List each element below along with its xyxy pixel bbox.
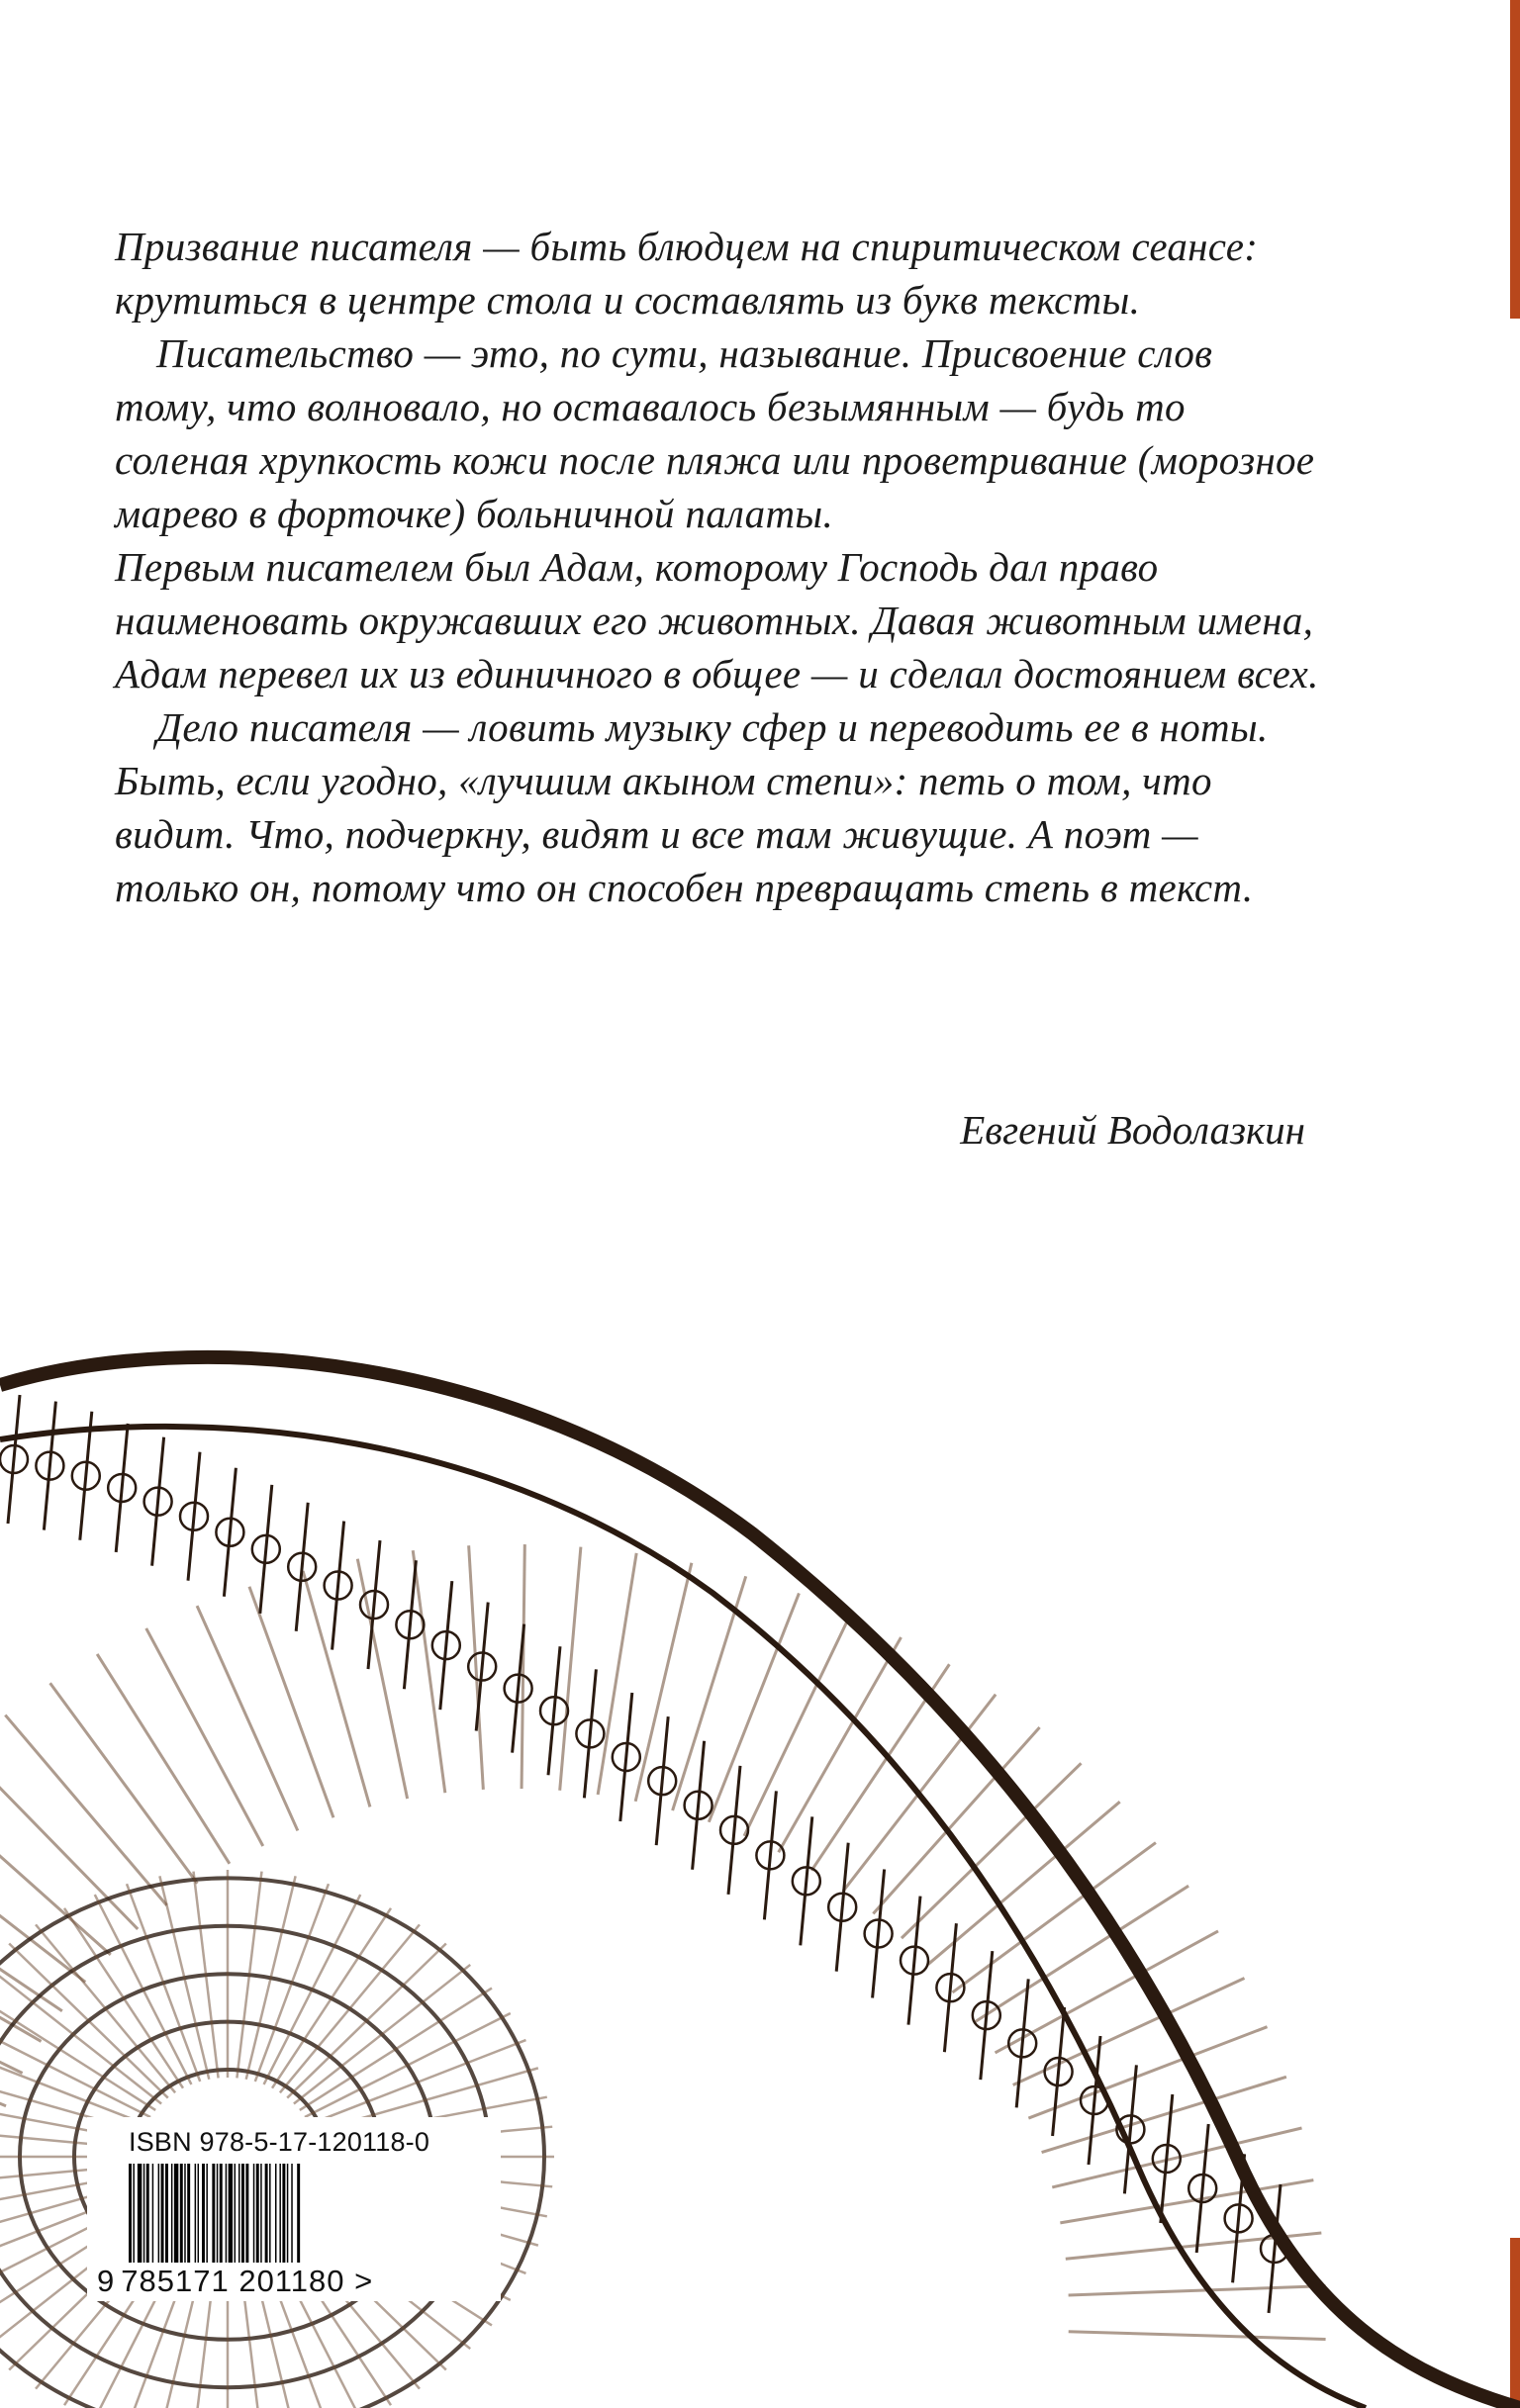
spiral-step: [294, 1965, 470, 2104]
baluster: [908, 1897, 920, 2025]
stair-step-line: [779, 1637, 902, 1852]
barcode-bar: [253, 2164, 254, 2263]
barcode-bar: [241, 2164, 244, 2263]
barcode-bar: [198, 2164, 199, 2263]
stair-step-line: [97, 1654, 230, 1864]
stair-step-line: [522, 1544, 524, 1789]
barcode-end-mark: >: [354, 2264, 374, 2298]
baluster: [152, 1437, 164, 1566]
barcode-bar: [275, 2164, 276, 2263]
barcode-bar: [235, 2164, 236, 2263]
baluster: [693, 1741, 705, 1870]
stair-step-line: [0, 1827, 85, 1982]
spiral-step: [159, 1876, 209, 2079]
stair-step-line: [1069, 2332, 1326, 2340]
stair-step-line: [1013, 1978, 1245, 2084]
stair-step-line: [249, 1587, 333, 1817]
baluster: [944, 1923, 956, 2052]
stair-step-line: [560, 1547, 581, 1791]
quote-paragraph-2: Писательство — это, по сути, называние. Присвоение слов тому, что волновало, но оставалось безымянным — будь то соленая хрупкость кожи после пляжа или проветривание (морозное марево в форточке) больничной палаты.: [115, 330, 1315, 536]
baluster: [260, 1485, 272, 1614]
stair-step-line: [598, 1553, 636, 1795]
baluster: [1196, 2124, 1208, 2253]
baluster: [656, 1716, 668, 1845]
barcode-bar: [220, 2164, 223, 2263]
author-signature: Евгений Водолазкин: [960, 1107, 1305, 1153]
quote-paragraph-3: Первым писателем был Адам, которому Господь дал право наименовать окружавших его животных. Давая животным имена, Адам перевел их из единичного в общее — и сделал достоянием всех.: [115, 544, 1319, 696]
quote-paragraph-4: Дело писателя — ловить музыку сфер и переводить ее в ноты. Быть, если угодно, «лучшим акыном степи»: петь о том, что видит. Что, подчеркну, видят и все там живущие. А поэт — только он, потому что он способен превращать степь в текст.: [115, 704, 1269, 910]
spiral-step: [9, 1943, 168, 2097]
spiral-step: [305, 2013, 511, 2117]
barcode-bar: [143, 2164, 144, 2263]
spiral-step: [264, 1895, 361, 2084]
baluster: [368, 1540, 380, 1669]
barcode-bar: [212, 2164, 215, 2263]
stair-step-line: [146, 1628, 263, 1846]
baluster: [1124, 2065, 1136, 2193]
barcode-bars: [129, 2164, 455, 2263]
barcode-bar: [133, 2164, 134, 2263]
spiral-step: [280, 1924, 420, 2092]
stair-step-line: [1060, 2180, 1313, 2223]
baluster: [873, 1869, 885, 1997]
baluster: [44, 1402, 55, 1530]
barcode-bar: [129, 2164, 132, 2263]
baluster: [836, 1843, 848, 1972]
barcode-right-digits: 201180: [238, 2264, 345, 2298]
barcode-lead-digit: 9: [97, 2264, 116, 2298]
baluster: [476, 1603, 488, 1731]
spiral-step: [64, 1908, 183, 2088]
barcode-bar: [238, 2164, 239, 2263]
spiral-step: [287, 1943, 446, 2097]
barcode-bar: [161, 2164, 164, 2263]
baluster: [8, 1395, 20, 1524]
spiral-step: [246, 1876, 296, 2079]
barcode-bar: [229, 2164, 233, 2263]
barcode-bar: [138, 2164, 142, 2263]
barcode-bar: [287, 2164, 288, 2263]
isbn-label: ISBN 978-5-17-120118-0: [129, 2127, 430, 2157]
barcode-digits: [97, 2264, 493, 2299]
baluster: [620, 1693, 632, 1821]
spiral-step: [272, 1908, 391, 2088]
quote-text-block: [115, 220, 1322, 914]
baluster: [728, 1766, 740, 1895]
barcode-bar: [174, 2164, 178, 2263]
barcode-bar: [202, 2164, 205, 2263]
baluster: [404, 1560, 416, 1689]
baluster: [584, 1669, 596, 1798]
baluster: [188, 1452, 200, 1581]
barcode-bar: [146, 2164, 149, 2263]
barcode-bar: [184, 2164, 185, 2263]
barcode-bar: [260, 2164, 261, 2263]
barcode-bar: [282, 2164, 285, 2263]
stair-step-line: [413, 1550, 445, 1793]
spiral-step: [95, 1895, 192, 2084]
spiral-step: [255, 1884, 329, 2082]
barcode-bar: [206, 2164, 207, 2263]
barcode-bar: [180, 2164, 183, 2263]
isbn-barcode-box: [87, 2117, 501, 2301]
barcode-bar: [187, 2164, 190, 2263]
stair-step-line: [1028, 2027, 1267, 2118]
spiral-step: [0, 2013, 150, 2117]
baluster: [1016, 1979, 1028, 2107]
barcode-bar: [291, 2164, 292, 2263]
baluster: [764, 1791, 776, 1919]
barcode-bar: [195, 2164, 196, 2263]
barcode-bar: [245, 2164, 248, 2263]
barcode-bar: [152, 2164, 153, 2263]
stair-step-line: [744, 1614, 851, 1836]
stair-step-line: [197, 1606, 298, 1830]
baluster: [1269, 2184, 1281, 2313]
barcode-bar: [158, 2164, 159, 2263]
barcode-bar: [217, 2164, 218, 2263]
barcode-bar: [256, 2164, 259, 2263]
barcode-bar: [226, 2164, 227, 2263]
barcode-bar: [171, 2164, 172, 2263]
barcode-left-digits: 785171: [121, 2264, 230, 2298]
barcode-bar: [165, 2164, 168, 2263]
baluster: [548, 1646, 560, 1775]
baluster: [1089, 2036, 1100, 2165]
baluster: [296, 1503, 308, 1631]
stair-step-line: [1069, 2286, 1326, 2295]
barcode-bar: [269, 2164, 270, 2263]
baluster: [116, 1424, 128, 1552]
baluster: [440, 1581, 452, 1710]
quote-paragraph-1: Призвание писателя — быть блюдцем на спиритическом сеансе: крутиться в центре стола и составлять из букв тексты.: [115, 224, 1259, 323]
edge-accent-bar-top: [1510, 0, 1520, 319]
baluster: [1053, 2007, 1065, 2136]
barcode-bar: [297, 2164, 300, 2263]
barcode-bar: [265, 2164, 268, 2263]
spiral-step: [127, 1884, 200, 2082]
barcode-bar: [279, 2164, 280, 2263]
baluster: [332, 1522, 344, 1650]
baluster: [801, 1816, 812, 1945]
baluster: [224, 1468, 236, 1597]
